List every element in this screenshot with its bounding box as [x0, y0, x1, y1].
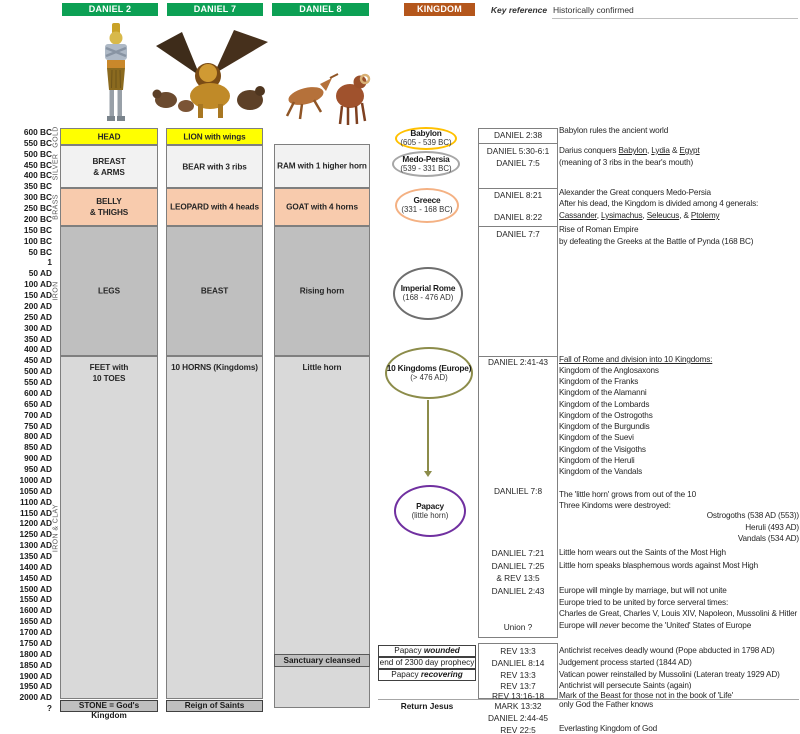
- axis-tick-label: 1000 AD: [19, 474, 52, 485]
- axis-tick-label: 600 BC: [23, 127, 52, 137]
- axis-tick-label: 1250 AD: [19, 529, 52, 540]
- metal-label: SILVER: [52, 153, 60, 180]
- axis-tick-label: ?: [46, 703, 52, 714]
- note-line: Antichrist will persecute Saints (again): [559, 681, 692, 690]
- timeline-section: [60, 356, 158, 699]
- note-line: (meaning of 3 ribs in the bear's mouth): [559, 158, 694, 167]
- axis-tick-label: 1100 AD: [20, 496, 52, 507]
- note-line: Cassander, Lysimachus, Seleucus, & Ptolemy: [559, 211, 720, 220]
- key-reference: DANIEL 2:41-43: [487, 357, 549, 367]
- key-reference: DANLIEL 7:21: [491, 548, 545, 558]
- timeline-section: [166, 356, 263, 699]
- note-line: Europe tried to be united by force serveral times:: [559, 598, 729, 607]
- axis-tick-label: 1650 AD: [19, 616, 52, 627]
- axis-tick-label: 1150 AD: [20, 507, 52, 518]
- key-reference: DANIEL 7:7: [496, 229, 540, 239]
- axis-tick-label: 1750 AD: [19, 637, 52, 648]
- sanctuary-cleansed-box: Sanctuary cleansed: [274, 654, 370, 667]
- key-reference: REV 13:3: [500, 646, 536, 656]
- note-line: Charles de Great, Charles V, Louis XIV, Napoleon, Mussolini & Hitler: [559, 609, 798, 618]
- axis-tick-label: 2000 AD: [19, 692, 52, 703]
- axis-tick-label: 200 AD: [24, 300, 52, 311]
- section-label: LEGS: [98, 286, 120, 296]
- key-reference: REV 13:3: [500, 670, 536, 680]
- note-line: by defeating the Greeks at the Battle of Pynda (168 BC): [559, 237, 754, 246]
- note-line: Alexander the Great conquers Medo-Persia: [559, 188, 711, 197]
- note-line: Kingdom of the Heruli: [559, 456, 635, 465]
- axis-tick-label: 1450 AD: [19, 572, 52, 583]
- header-underline: [552, 18, 798, 19]
- key-reference: DANIEL 8:22: [493, 212, 543, 222]
- note-line: Kingdom of the Alamanni: [559, 388, 647, 397]
- note-line: Kingdom of the Vandals: [559, 467, 643, 476]
- column-footer: Reign of Saints: [166, 700, 263, 712]
- axis-tick-label: 650 AD: [24, 398, 52, 409]
- note-line: Darius conquers Babylon, Lydia & Egypt: [559, 146, 700, 155]
- axis-tick-label: 700 AD: [24, 409, 52, 420]
- note-line: Vandals (534 AD): [737, 534, 799, 543]
- kingdom-oval: Papacy (little horn): [394, 485, 466, 537]
- axis-tick-label: 50 AD: [28, 268, 52, 279]
- axis-tick-label: 350 AD: [24, 333, 52, 344]
- note-line: Babylon rules the ancient world: [559, 126, 669, 135]
- section-label: FEET with 10 TOES: [89, 363, 129, 383]
- statue-image: [92, 22, 140, 126]
- key-reference: DANIEL 8:21: [493, 190, 543, 200]
- note-line: After his dead, the Kingdom is divided among 4 generals:: [559, 199, 759, 208]
- note-line: Antichrist receives deadly wound (Pope abducted in 1798 AD): [559, 646, 775, 655]
- axis-tick-label: 550 AD: [24, 377, 52, 388]
- note-line: Kingdom of the Visigoths: [559, 445, 646, 454]
- axis-tick-label: 1950 AD: [19, 681, 52, 692]
- axis-tick-label: 250 BC: [23, 203, 52, 214]
- note-line: Everlasting Kingdom of God: [559, 724, 658, 733]
- key-reference: DANLIEL 7:25: [491, 561, 545, 571]
- column-header-kingdom: KINGDOM: [404, 3, 475, 16]
- axis-tick-label: 950 AD: [24, 464, 52, 475]
- key-reference: REV 13:16-18: [491, 691, 545, 701]
- note-line: Rise of Roman Empire: [559, 225, 639, 234]
- event-box: Papacy wounded: [378, 645, 476, 657]
- axis-tick-label: 500 AD: [24, 366, 52, 377]
- axis-tick-label: 1: [47, 257, 52, 268]
- axis-tick-label: 400 BC: [23, 170, 52, 181]
- key-reference: DANIEL 2:44-45: [487, 713, 549, 723]
- column-header-daniel2: DANIEL 2: [62, 3, 158, 16]
- axis-tick-label: 1900 AD: [19, 670, 52, 681]
- kingdom-oval: 10 Kingdoms (Europe) (> 476 AD): [385, 347, 473, 399]
- keyref-separator: [478, 188, 558, 189]
- key-reference: Union ?: [503, 622, 533, 632]
- axis-tick-label: 800 AD: [24, 431, 52, 442]
- event-box: Papacy recovering: [378, 669, 476, 681]
- axis-tick-label: 850 AD: [24, 442, 52, 453]
- key-reference: DANLIEL 2:43: [491, 586, 545, 596]
- column-header-daniel7: DANIEL 7: [167, 3, 263, 16]
- note-line: Kingdom of the Burgundis: [559, 422, 650, 431]
- timeline-section: [60, 145, 158, 188]
- key-reference: DANIEL 2:38: [493, 130, 543, 140]
- historically-confirmed-header: Historically confirmed: [553, 5, 634, 15]
- note-line: Kingdom of the Franks: [559, 377, 639, 386]
- axis-tick-label: 450 BC: [23, 159, 52, 170]
- return-jesus-label: Return Jesus: [400, 701, 454, 711]
- section-label: GOAT with 4 horns: [286, 202, 358, 212]
- note-line: Three Kindoms were destroyed:: [559, 501, 671, 510]
- section-label: BEAR with 3 ribs: [182, 162, 247, 171]
- key-reference-header: Key reference: [490, 5, 548, 15]
- section-label: 10 HORNS (Kingdoms): [171, 363, 258, 372]
- section-label: BREAST & ARMS: [92, 156, 126, 177]
- keyref-separator: [478, 226, 558, 227]
- key-reference: MARK 13:32: [494, 701, 542, 711]
- axis-tick-label: 1600 AD: [19, 605, 52, 616]
- axis-tick-label: 100 BC: [23, 235, 52, 246]
- axis-tick-label: 1050 AD: [19, 485, 52, 496]
- axis-tick-label: 1200 AD: [19, 518, 52, 529]
- timeline-section: [166, 226, 263, 356]
- axis-tick-label: 200 BC: [23, 213, 52, 224]
- axis-tick-label: 750 AD: [24, 420, 52, 431]
- note-line: Kingdom of the Anglosaxons: [559, 366, 659, 375]
- kingdom-oval: Greece (331 - 168 BC): [395, 188, 459, 223]
- event-box: end of 2300 day prophecy: [379, 658, 475, 667]
- axis-tick-label: 600 AD: [24, 387, 52, 398]
- timeline-section: [60, 188, 158, 226]
- timeline-section: [166, 145, 263, 188]
- note-line: Ostrogoths (538 AD (553)): [706, 511, 799, 520]
- note-line: Little horn speaks blasphemous words against Most High: [559, 561, 758, 570]
- axis-tick-label: 500 BC: [23, 148, 52, 159]
- axis-tick-label: 400 AD: [24, 344, 52, 355]
- axis-tick-label: 1850 AD: [19, 659, 52, 670]
- metal-label: GOLD: [52, 125, 60, 148]
- axis-tick-label: 250 AD: [24, 311, 52, 322]
- section-label: LION with wings: [183, 132, 246, 141]
- note-line: Vatican power reinstalled by Mussolini (Lateran treaty 1929 AD): [559, 670, 780, 679]
- metal-label: IRON & CLAY: [52, 503, 60, 552]
- axis-tick-label: 150 AD: [24, 290, 52, 301]
- timeline-section: [166, 188, 263, 226]
- note-line: Mark of the Beast for those not in the book of 'Life': [559, 691, 734, 700]
- axis-tick-label: 1550 AD: [19, 594, 52, 605]
- axis-tick-label: 1350 AD: [19, 551, 52, 561]
- axis-tick-label: 900 AD: [24, 453, 52, 464]
- timeline-section: [274, 144, 370, 188]
- axis-tick-label: 1700 AD: [19, 627, 52, 638]
- axis-tick-label: 300 BC: [23, 192, 52, 203]
- note-line: Judgement process started (1844 AD): [559, 658, 692, 667]
- ram-and-goat-image: [280, 58, 374, 126]
- timeline-section: [60, 226, 158, 356]
- kingdom-oval: Medo-Persia (539 - 331 BC): [392, 151, 460, 177]
- note-line: Kingdom of the Suevi: [559, 433, 634, 442]
- metal-label: BRASS: [52, 194, 60, 220]
- note-line: Heruli (493 AD): [745, 523, 799, 532]
- note-line: only God the Father knows: [559, 700, 654, 709]
- axis-tick-label: 450 AD: [24, 355, 52, 366]
- axis-tick-label: 300 AD: [24, 322, 52, 333]
- column-header-daniel8: DANIEL 8: [272, 3, 369, 16]
- section-label: BEAST: [200, 286, 229, 296]
- note-line: Fall of Rome and division into 10 Kingdoms:: [559, 355, 713, 364]
- axis-tick-label: 150 BC: [23, 224, 52, 235]
- axis-tick-label: 1800 AD: [19, 648, 52, 659]
- key-reference: DANLIEL 7:8: [493, 486, 543, 496]
- section-label: RAM with 1 higher horn: [277, 161, 367, 171]
- key-reference: REV 13:7: [500, 681, 536, 691]
- note-line: Europe will mingle by marriage, but will not unite: [559, 586, 727, 595]
- kingdom-arrow-line: [427, 400, 429, 471]
- key-reference: REV 22:5: [500, 725, 536, 734]
- metal-label: IRON: [52, 281, 60, 301]
- note-line: Kingdom of the Ostrogoths: [559, 411, 653, 420]
- section-label: Rising horn: [299, 286, 345, 296]
- axis-tick-label: 1300 AD: [19, 540, 52, 551]
- note-line: Little horn wears out the Saints of the Most High: [559, 548, 726, 557]
- section-label: Little horn: [302, 363, 342, 372]
- key-reference: DANLIEL 8:14: [491, 658, 545, 668]
- section-label: LEOPARD with 4 heads: [170, 202, 259, 212]
- winged-lion-and-beasts-image: [148, 28, 276, 126]
- timeline-section: [166, 128, 263, 145]
- key-reference: & REV 13:5: [496, 573, 540, 583]
- axis-tick-label: 350 BC: [23, 181, 52, 192]
- timeline-section: [274, 226, 370, 356]
- note-line: Europe will never become the 'United' States of Europe: [559, 621, 752, 630]
- kingdom-oval: Babylon (605 - 539 BC): [395, 127, 457, 150]
- note-line: The 'little horn' grows from out of the 10: [559, 490, 696, 499]
- section-label: BELLY & THIGHS: [89, 197, 129, 217]
- timeline-section: [274, 188, 370, 226]
- column-footer: STONE = God's Kingdom: [60, 700, 158, 712]
- keyref-separator: [478, 143, 558, 144]
- axis-tick-label: 550 BC: [23, 137, 52, 148]
- key-reference: DANIEL 7:5: [496, 158, 540, 168]
- kingdom-oval: Imperial Rome (168 - 476 AD): [393, 267, 463, 320]
- axis-tick-label: 50 BC: [28, 246, 52, 257]
- axis-tick-label: 1400 AD: [19, 561, 52, 572]
- axis-tick-label: 100 AD: [24, 279, 52, 290]
- note-line: Kingdom of the Lombards: [559, 400, 650, 409]
- kingdom-arrow-head: [424, 471, 432, 477]
- key-reference: DANIEL 5:30-6:1: [486, 146, 550, 156]
- axis-tick-label: 1500 AD: [19, 583, 52, 594]
- timeline-section: [60, 128, 158, 145]
- section-label: HEAD: [97, 132, 121, 141]
